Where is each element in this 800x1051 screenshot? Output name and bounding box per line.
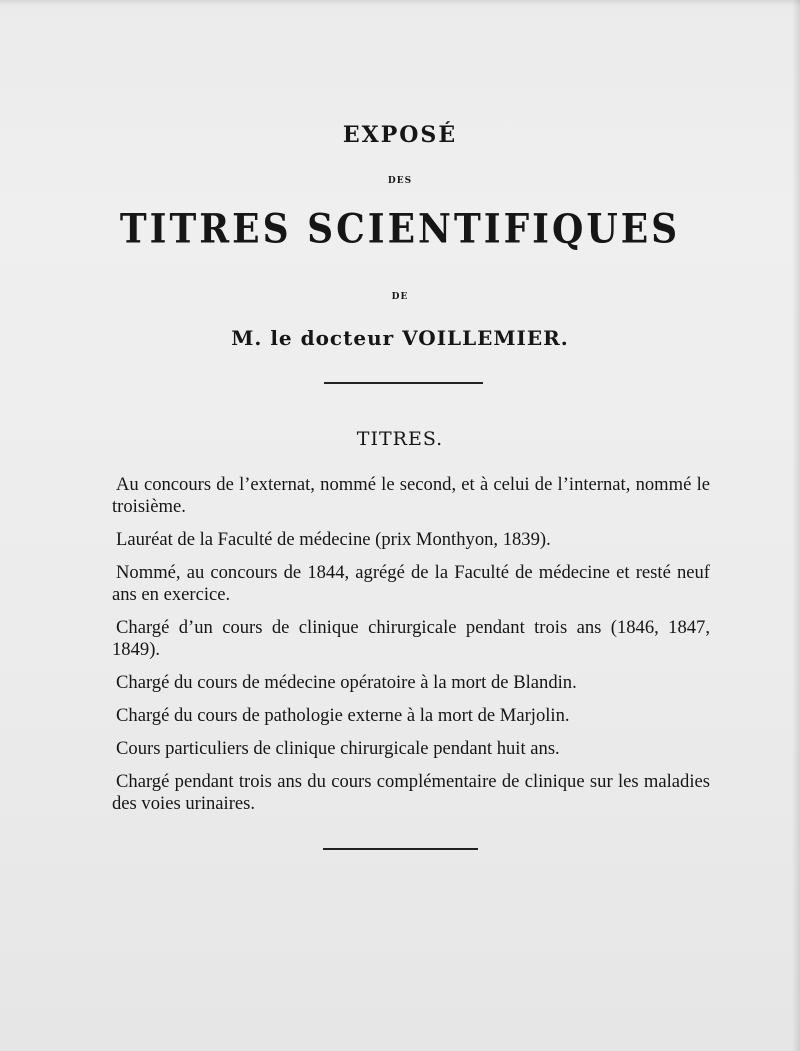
connector-des: DES (387, 176, 413, 186)
page-top-shadow (0, 0, 800, 6)
page-right-shadow (792, 0, 800, 1051)
paragraph-cours-particuliers: Cours particuliers de clinique chirurgicale pendant huit ans. (116, 738, 560, 759)
divider-bottom (323, 848, 478, 850)
titles-list (112, 474, 710, 826)
paragraph-externat: Au concours de l’externat, nommé le second, et à celui de l’internat, nommé le troisième. (112, 474, 710, 517)
paragraph-pathologie-externe: Chargé du cours de pathologie externe à la mort de Marjolin. (116, 705, 570, 726)
paragraph-clinique-chirurgicale: Chargé d’un cours de clinique chirurgicale pendant trois ans (1846, 1847, 1849). (112, 617, 710, 660)
paragraph-laureat: Lauréat de la Faculté de médecine (prix Monthyon, 1839). (116, 529, 551, 550)
paragraph-agrege: Nommé, au concours de 1844, agrégé de la Faculté de médecine et resté neuf ans en exercice. (112, 562, 710, 605)
paragraph-voies-urinaires: Chargé pendant trois ans du cours complémentaire de clinique sur les maladies des voies urinaires. (112, 771, 710, 814)
heading-titres-scientifiques: TITRES SCIENTIFIQUES (119, 205, 681, 253)
author-name: M. le docteur VOILLEMIER. (231, 326, 569, 350)
connector-de: DE (391, 292, 409, 302)
section-title: TITRES. (356, 428, 444, 450)
paragraph-medecine-operatoire: Chargé du cours de médecine opératoire à la mort de Blandin. (116, 672, 577, 693)
heading-expose: EXPOSÉ (342, 122, 458, 148)
divider-top (324, 382, 483, 384)
